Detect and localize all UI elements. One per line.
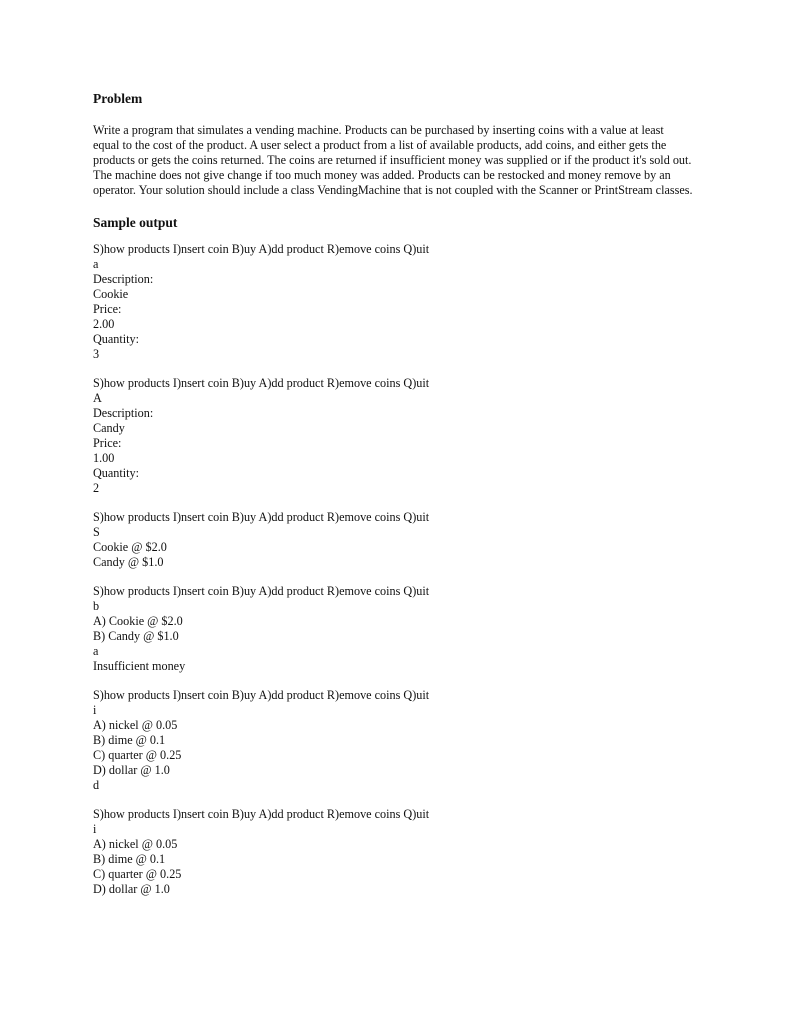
output-line: 2.00: [93, 317, 115, 331]
output-block: [93, 688, 703, 793]
output-line: D) dollar @ 1.0: [93, 763, 170, 777]
output-line: S: [93, 525, 100, 539]
output-line: A) nickel @ 0.05: [93, 837, 178, 851]
output-block: [93, 584, 703, 674]
output-line: Insufficient money: [93, 659, 186, 673]
menu-prompt-line: S)how products I)nsert coin B)uy A)dd product R)emove coins Q)uit: [93, 584, 430, 598]
output-line: 2: [93, 481, 100, 495]
output-block: [93, 510, 703, 570]
menu-prompt-line: S)how products I)nsert coin B)uy A)dd product R)emove coins Q)uit: [93, 807, 430, 821]
output-line: Cookie @ $2.0: [93, 540, 167, 554]
problem-heading: Problem: [93, 91, 143, 106]
output-line: C) quarter @ 0.25: [93, 867, 182, 881]
output-line: A) nickel @ 0.05: [93, 718, 178, 732]
output-line: i: [93, 822, 97, 836]
output-line: Cookie: [93, 287, 129, 301]
output-line: Candy: [93, 421, 125, 435]
document-page: [93, 90, 703, 911]
output-line: Description:: [93, 406, 154, 420]
sample-output-heading: Sample output: [93, 215, 178, 230]
output-line: d: [93, 778, 100, 792]
output-line: 3: [93, 347, 100, 361]
output-line: a: [93, 644, 99, 658]
output-line: Price:: [93, 302, 122, 316]
output-line: B) dime @ 0.1: [93, 852, 166, 866]
output-line: Quantity:: [93, 332, 140, 346]
output-line: a: [93, 257, 99, 271]
output-line: B) Candy @ $1.0: [93, 629, 179, 643]
problem-statement: Write a program that simulates a vending machine. Products can be purchased by inserting coins with a value at least equal to the cost of the product. A user select a product from a list of available products, add coins, and either gets the products or gets the coins returned. The coins are returned if insufficient money was supplied or if the product it's sold out. The machine does not give change if too much money was added. Products can be restocked and money remove by an operator. Your solution should include a class VendingMachine that is not coupled with the Scanner or PrintStream classes.: [93, 123, 693, 197]
output-line: b: [93, 599, 100, 613]
menu-prompt-line: S)how products I)nsert coin B)uy A)dd product R)emove coins Q)uit: [93, 510, 430, 524]
output-block: [93, 242, 703, 362]
output-line: C) quarter @ 0.25: [93, 748, 182, 762]
menu-prompt-line: S)how products I)nsert coin B)uy A)dd product R)emove coins Q)uit: [93, 376, 430, 390]
output-line: B) dime @ 0.1: [93, 733, 166, 747]
menu-prompt-line: S)how products I)nsert coin B)uy A)dd product R)emove coins Q)uit: [93, 242, 430, 256]
sample-output: [93, 242, 703, 897]
output-line: Quantity:: [93, 466, 140, 480]
output-line: i: [93, 703, 97, 717]
menu-prompt-line: S)how products I)nsert coin B)uy A)dd product R)emove coins Q)uit: [93, 688, 430, 702]
output-line: A) Cookie @ $2.0: [93, 614, 183, 628]
output-line: 1.00: [93, 451, 115, 465]
output-line: Candy @ $1.0: [93, 555, 164, 569]
output-line: Price:: [93, 436, 122, 450]
output-block: [93, 807, 703, 897]
output-line: A: [93, 391, 102, 405]
output-line: D) dollar @ 1.0: [93, 882, 170, 896]
output-block: [93, 376, 703, 496]
output-line: Description:: [93, 272, 154, 286]
